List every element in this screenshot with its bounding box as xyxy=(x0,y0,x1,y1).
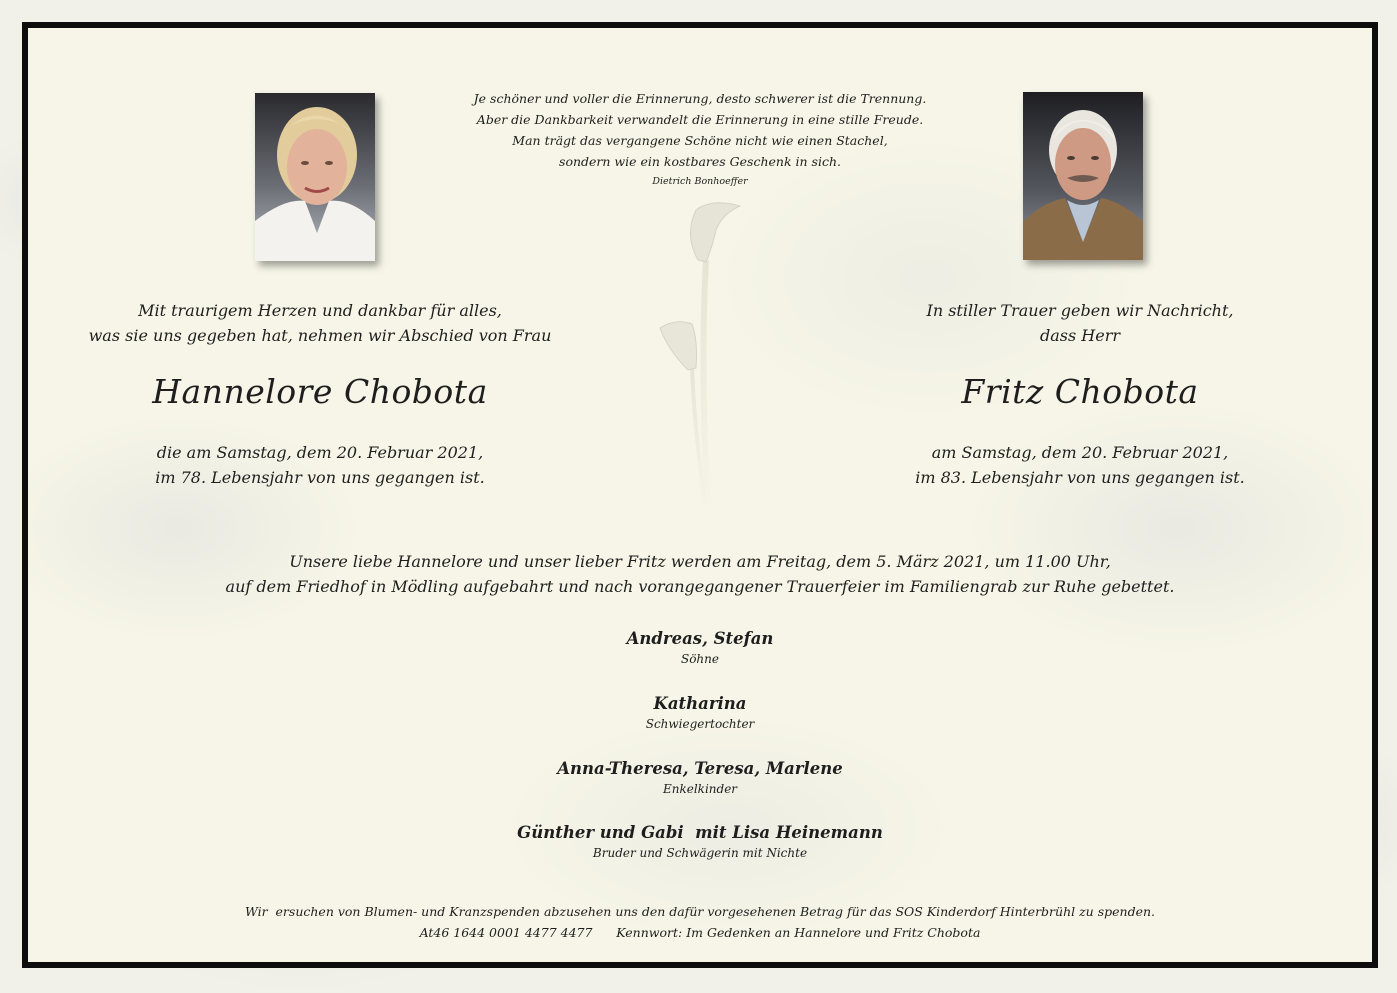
quote-line: sondern wie ein kostbares Geschenk in sich. xyxy=(559,154,841,169)
funeral-line: auf dem Friedhof in Mödling aufgebahrt und nach vorangegangener Trauerfeier im Familiengrab zur Ruhe gebettet. xyxy=(225,577,1175,596)
right-date xyxy=(820,440,1340,490)
portrait-man-photo xyxy=(1023,92,1143,260)
family-names: Anna-Theresa, Teresa, Marlene xyxy=(557,759,843,778)
family-names: Katharina xyxy=(653,694,747,713)
date-line: im 83. Lebensjahr von uns gegangen ist. xyxy=(915,468,1245,487)
intro-line: Mit traurigem Herzen und dankbar für alles, xyxy=(138,301,502,320)
family-group-sons xyxy=(400,628,1000,668)
family-role: Bruder und Schwägerin mit Nichte xyxy=(592,846,808,860)
date-line: am Samstag, dem 20. Februar 2021, xyxy=(931,443,1229,462)
funeral-announcement xyxy=(100,549,1300,599)
family-group-daughter-in-law xyxy=(400,693,1000,733)
quote-line: Aber die Dankbarkeit verwandelt die Erinnerung in eine stille Freude. xyxy=(476,112,924,127)
funeral-line: Unsere liebe Hannelore und unser lieber Fritz werden am Freitag, dem 5. März 2021, um 11.00 Uhr, xyxy=(289,552,1111,571)
date-line: im 78. Lebensjahr von uns gegangen ist. xyxy=(155,468,485,487)
portrait-woman-photo xyxy=(255,93,375,261)
left-date xyxy=(60,440,580,490)
footer-line: At46 1644 0001 4477 4477 Kennwort: Im Gedenken an Hannelore und Fritz Chobota xyxy=(419,925,981,940)
left-intro xyxy=(60,298,580,348)
quote-author: Dietrich Bonhoeffer xyxy=(652,176,748,187)
intro-line: In stiller Trauer geben wir Nachricht, xyxy=(926,301,1234,320)
family-role: Enkelkinder xyxy=(662,782,738,796)
family-names: Günther und Gabi mit Lisa Heinemann xyxy=(517,823,883,842)
family-names: Andreas, Stefan xyxy=(626,629,774,648)
family-group-grandchildren xyxy=(400,758,1000,798)
deceased-name-left: Hannelore Chobota xyxy=(152,372,488,411)
family-role: Schwiegertochter xyxy=(645,717,755,731)
quote-line: Man trägt das vergangene Schöne nicht wie einen Stachel, xyxy=(512,133,888,148)
family-group-siblings xyxy=(400,822,1000,862)
intro-line: was sie uns gegeben hat, nehmen wir Abschied von Frau xyxy=(88,326,552,345)
donation-note xyxy=(80,901,1320,943)
family-role: Söhne xyxy=(680,652,719,666)
quote-line: Je schöner und voller die Erinnerung, desto schwerer ist die Trennung. xyxy=(473,91,927,106)
calla-lily-icon xyxy=(640,190,760,524)
intro-line: dass Herr xyxy=(1039,326,1120,345)
footer-line: Wir ersuchen von Blumen- und Kranzspenden abzusehen uns den dafür vorgesehenen Betrag für das SOS Kinderdorf Hinterbrühl zu spenden. xyxy=(244,904,1155,919)
deceased-name-right: Fritz Chobota xyxy=(961,372,1199,411)
right-intro xyxy=(820,298,1340,348)
bonhoeffer-quote xyxy=(400,88,1000,187)
date-line: die am Samstag, dem 20. Februar 2021, xyxy=(156,443,484,462)
